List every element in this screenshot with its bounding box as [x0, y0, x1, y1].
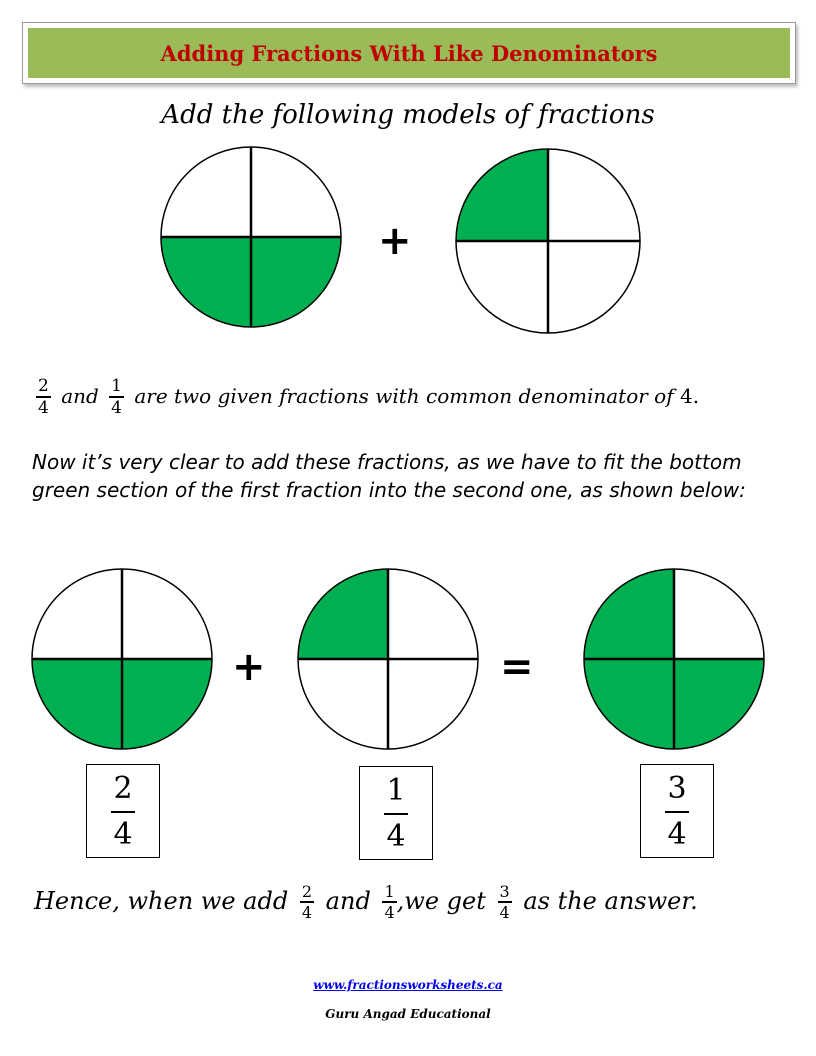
numerator: 3 — [499, 882, 510, 901]
shaded-quarter-top-left — [456, 149, 548, 241]
conclusion-and: and — [325, 887, 371, 915]
numerator: 3 — [667, 771, 687, 806]
shaded-quarter-bottom-left — [584, 659, 674, 749]
fraction-bar — [111, 811, 135, 813]
conclusion-sentence — [34, 884, 698, 921]
denominator: 4 — [38, 398, 49, 418]
title-bar — [22, 22, 796, 84]
numerator: 2 — [38, 376, 49, 396]
conclusion-text-3: as the answer. — [523, 887, 698, 915]
fraction-statement — [32, 378, 699, 417]
bottom-plus-sign: + — [232, 644, 266, 690]
denominator: 4 — [386, 819, 406, 854]
numerator: 2 — [113, 771, 133, 806]
denominator: 4 — [301, 903, 313, 922]
denominator: 4 — [111, 398, 122, 418]
shaded-quarter-bottom-left — [161, 237, 251, 327]
denominator: 4 — [667, 817, 687, 852]
conclusion-text-1: Hence, when we add — [34, 887, 289, 915]
numerator: 1 — [384, 882, 395, 901]
numerator: 1 — [111, 376, 122, 396]
shaded-quarter-bottom-right — [674, 659, 764, 749]
fraction-box-2 — [359, 766, 433, 860]
top-fraction-model-2 — [455, 148, 641, 334]
statement-denominator: 4. — [679, 384, 700, 408]
fraction-box-1 — [86, 764, 160, 858]
fraction-bar — [665, 811, 689, 813]
shaded-quarter-bottom-right — [122, 659, 212, 749]
explanation-paragraph: Now it’s very clear to add these fractions, as we have to fit the bottom green section of the first fraction into the second one, as shown below: — [32, 450, 746, 502]
denominator: 4 — [499, 903, 510, 922]
conclusion-fraction-3 — [498, 884, 512, 921]
numerator: 1 — [386, 773, 406, 808]
shaded-quarter-top-left — [584, 569, 674, 659]
publisher-name: Guru Angad Educational — [325, 1007, 491, 1021]
top-plus-sign: + — [378, 218, 412, 264]
shaded-quarter-top-left — [298, 569, 388, 659]
statement-fraction-2 — [109, 378, 124, 417]
fraction-bar — [384, 813, 408, 815]
statement-text: are two given fractions with common denominator of — [134, 384, 674, 408]
bottom-fraction-model-3 — [582, 568, 766, 750]
shaded-quarter-bottom-left — [32, 659, 122, 749]
fraction-box-3 — [640, 764, 714, 858]
bottom-fraction-model-2 — [296, 568, 480, 750]
bottom-fraction-model-1 — [30, 568, 214, 750]
statement-fraction-1 — [36, 378, 51, 417]
equals-sign: = — [500, 644, 534, 690]
shaded-quarter-bottom-right — [251, 237, 341, 327]
denominator: 4 — [113, 817, 133, 852]
denominator: 4 — [384, 903, 395, 922]
top-fraction-model-1 — [158, 146, 344, 328]
website-link[interactable]: www.fractionsworksheets.ca — [313, 978, 503, 992]
statement-and: and — [61, 384, 99, 408]
conclusion-fraction-1 — [300, 884, 314, 921]
title-banner — [28, 28, 790, 78]
page-title: Adding Fractions With Like Denominators — [160, 40, 658, 66]
numerator: 2 — [301, 882, 313, 901]
conclusion-text-2: ,we get — [396, 887, 486, 915]
instruction-heading: Add the following models of fractions — [161, 100, 655, 130]
conclusion-fraction-2 — [382, 884, 396, 921]
